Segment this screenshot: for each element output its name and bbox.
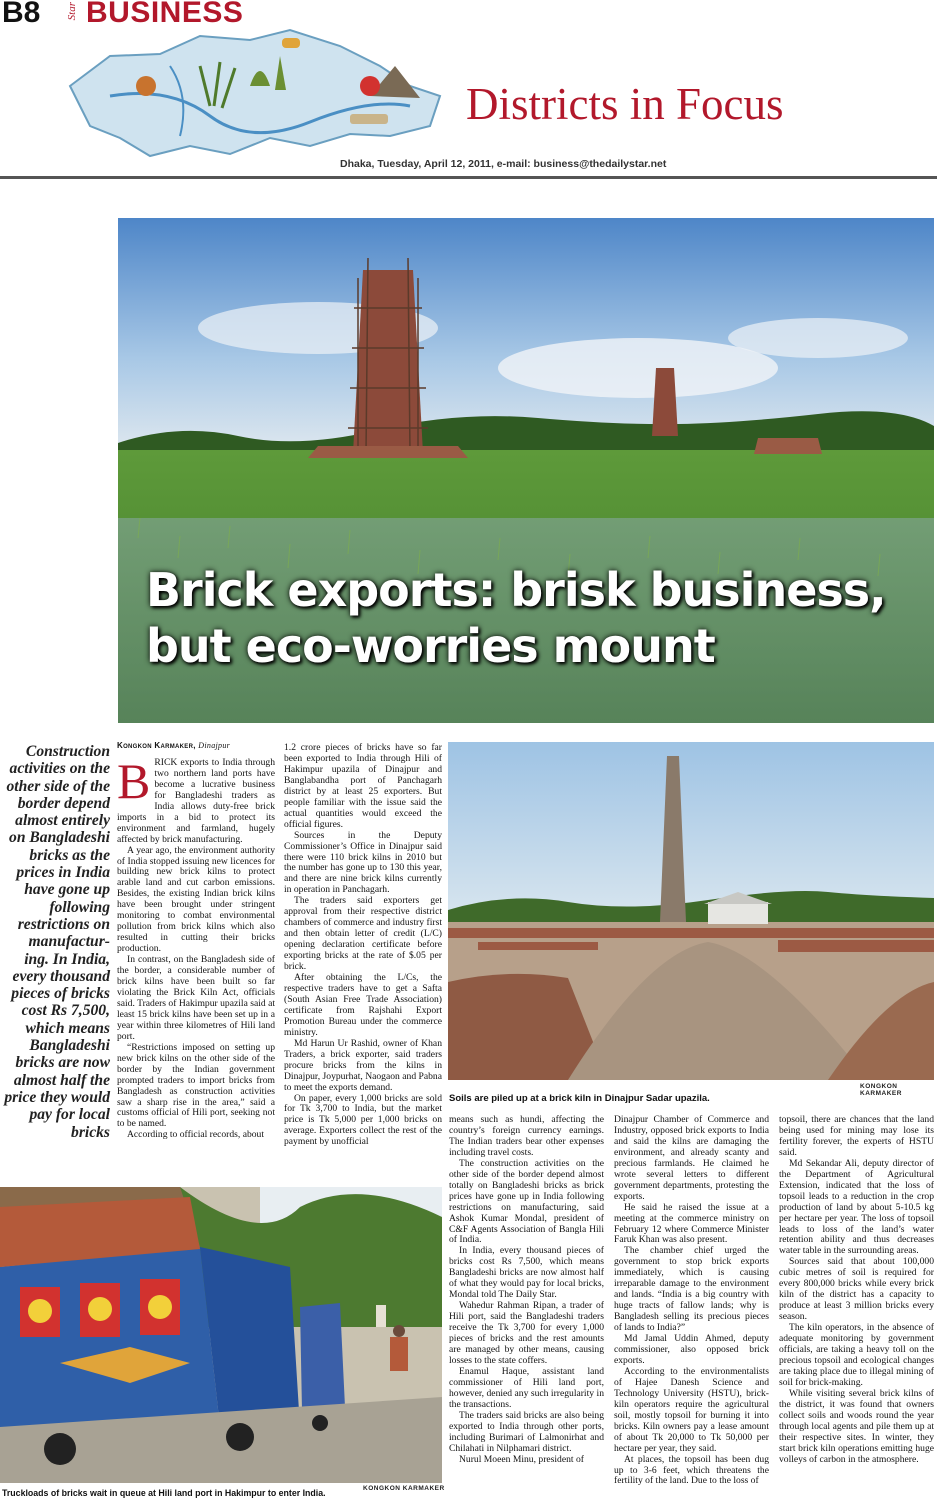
paragraph: Sources in the Deputy Commissioner’s Office in Dinajpur said there were 110 brick kilns in 2010 but the number has gone up to 130 this year, and there are nine brick kilns currently in operation in Panchagarh. <box>284 829 442 896</box>
paragraph: A year ago, the environment authority of India stopped issuing new licences for building new brick kilns to protect arable land and cut carbon emissions. Besides, the existing Indian brick kilns have been brought under stringent monitoring to combat environmental pollution from brick kilns which also resulted in cutting their bricks production. <box>117 844 275 955</box>
paragraph: “Restrictions imposed on setting up new brick kilns on the other side of the border by the Indian government prompted traders to import bricks from Bangladesh as construction activities saw a sharp rise in the area,” said a customs official of Hili port, seeking not to be named. <box>117 1041 275 1130</box>
paragraph: He said he raised the issue at a meeting at the commerce ministry on February 12 where Commerce Minister Faruk Khan was also present. <box>614 1201 769 1246</box>
paragraph: According to the environmentalists of Hajee Danesh Science and Technology University (HSTU), brick-kiln operators require the agricultural soil, mostly topsoil for burning it into bricks. Kiln owners pay a lease amount of about Tk 20,000 to Tk 50,000 per hectare per year, they said. <box>614 1365 769 1454</box>
article-column-2 <box>284 743 442 1177</box>
masthead <box>0 0 937 182</box>
masthead-rule <box>0 176 937 179</box>
section-title: BUSINESS <box>86 0 244 29</box>
photo-brick-kiln-chimney <box>448 742 934 1080</box>
paragraph: Nurul Moeen Minu, president of <box>459 1453 584 1465</box>
paragraph: At places, the topsoil has been dug up to 3-6 feet, which threatens the fertility of the land. Due to the loss of <box>614 1453 769 1487</box>
paragraph: Enamul Haque, assistant land commissioner of Hili land port, however, denied any such irregularity in the transactions. <box>449 1365 604 1410</box>
photo2-caption: Soils are piled up at a brick kiln in Dinajpur Sadar upazila. <box>449 1093 710 1104</box>
pull-quote: Construction activities on the other side of the border depend almost entirely on Bangladeshi bricks as the prices in India have gone up following restrictions on manufactur-ing. In India, every thousand pieces of bricks cost Rs 7,500, which means Bangladeshi bricks are now almost half the price they would pay for local bricks <box>4 743 110 1141</box>
paragraph: After obtaining the L/Cs, the respective traders have to get a Safta (South Asian Free Trade Association) certificate from Rajshahi Export Promotion Bureau under the commerce ministry. <box>284 972 442 1038</box>
paragraph: According to official records, about <box>127 1129 265 1141</box>
paragraph: The construction activities on the other side of the border depend almost totally on Bangladeshi bricks as brick prices have gone up in India following restrictions on manufacturing, said Ashok Kumar Mondal, president of C&F Agents Association of Bangla Hili of India. <box>449 1157 604 1246</box>
focus-title: Districts in Focus <box>466 79 784 129</box>
byline-name: Kongkon Karmaker, <box>117 741 196 750</box>
article-headline <box>146 562 926 674</box>
paragraph: Sources said that about 100,000 cubic metres of soil is required for every 800,000 bricks while every brick kiln of the district has a capacity to produce at least 3 million bricks every season. <box>779 1256 934 1323</box>
byline-place: Dinajpur <box>198 741 231 750</box>
photo-brick-trucks-queue <box>0 1187 442 1483</box>
article-column-1 <box>117 741 275 1177</box>
paragraph: In India, every thousand pieces of bricks cost Rs 7,500, which means Bangladeshi bricks are now almost half of what they would pay for local bricks, Mondal told The Daily Star. <box>449 1245 604 1301</box>
paragraph: Dinajpur Chamber of Commerce and Industry, opposed brick exports to India and said the kilns are damaging the environment, and already scanty and precious farmlands. He claimed he wrote several letters to different government departments, protesting the exports. <box>614 1115 769 1202</box>
article-column-4 <box>614 1115 769 1497</box>
paragraph: topsoil, there are chances that the land being used for mining may lose its fertility forever, the experts of HSTU said. <box>779 1115 934 1158</box>
paragraph: means such as hundi, affecting the country’s foreign currency earnings. The Indian traders bear other expenses including travel costs. <box>449 1115 604 1158</box>
photo3-credit: KONGKON KARMAKER <box>363 1485 445 1492</box>
paragraph: Wahedur Rahman Ripan, a trader of Hili port, said the Bangladeshi traders receive the Tk 3,700 for every 1,000 pieces of bricks and the rest amounts are managed by other means, causing losses to the state coffers. <box>449 1300 604 1366</box>
byline <box>117 741 275 752</box>
headline-line-2: but eco-worries mount <box>146 619 715 673</box>
paragraph: Md Jamal Uddin Ahmed, deputy commissioner, also opposed brick exports. <box>614 1333 769 1366</box>
dateline: Dhaka, Tuesday, April 12, 2011, e-mail: business@thedailystar.net <box>340 158 667 170</box>
paragraph: The chamber chief urged the government to stop brick exports immediately, which is causing irreparable damage to the environment and lands. “India is a big country with huge tracts of fallow lands; why is Bangladesh selling its precious pieces of lands to India?” <box>614 1245 769 1334</box>
paragraph: 1.2 crore pieces of bricks have so far been exported to India through Hili of Hakimpur upazila of Dinajpur and Banglabandha port of Panchagarh district by at least 25 exporters. But people familiar with the issue said the actual quantities would exceed the official figures. <box>284 743 442 830</box>
paragraph: On paper, every 1,000 bricks are sold for Tk 3,700 to India, but the market price is Tk 5,000 per 1,000 bricks on average. Exporters collect the rest of the payment by unofficial <box>284 1092 442 1148</box>
district-map-illustration <box>50 26 450 166</box>
article-column-3 <box>449 1115 604 1497</box>
paragraph: The traders said exporters get approval from their respective district chambers of commerce and industry first and then obtain letter of credit (L/C) opening declaration certificate before exporting bricks at the rate of $.05 per brick. <box>284 895 442 973</box>
paragraph: While visiting several brick kilns of the district, it was found that owners collect soils and woods round the year through local agents and pile them up at their respective sites. In winter, they start brick kiln operations emitting huge volleys of carbon in the atmosphere. <box>779 1387 934 1465</box>
paragraph: Md Sekandar Ali, deputy director of the Department of Agricultural Extension, indicated that the loss of topsoil leads to a reduction in the crop production of land by about 5-10.5 kg per hectare per year. The loss of topsoil leads to loss of the land’s water retention ability and thus decreases water table in the surrounding areas. <box>779 1157 934 1257</box>
star-logo: Star <box>66 2 78 21</box>
paragraph: The kiln operators, in the absence of adequate monitoring by government officials, are taking a heavy toll on the precious topsoil and ecological changes are taking place due to illegal mining of soil for brick-making. <box>779 1322 934 1388</box>
paragraph: The traders said bricks are also being exported to India through other ports, including Burimari of Lalmonirhat and Chilahati in Nilphamari district. <box>449 1409 604 1454</box>
paragraph: RICK exports to India through two northern land ports have become a lucrative business for Bangladeshi traders as India allows duty-free brick imports in a bid to protect its environment and farmland, hugely affected by brick manufacturing. <box>117 756 275 845</box>
page-number: B8 <box>2 0 41 29</box>
photo3-caption: Truckloads of bricks wait in queue at Hili land port in Hakimpur to enter India. <box>2 1488 326 1498</box>
headline-line-1: Brick exports: brisk business, <box>146 563 886 617</box>
paragraph: In contrast, on the Bangladesh side of the border, a considerable number of brick kilns have been built so far violating the Brick Kiln Act, officials said. Traders of Hakimpur upazila said at least 15 brick kilns have been set up in a year within three kilometres of Hili land port. <box>117 954 275 1042</box>
drop-cap: B <box>117 752 151 809</box>
photo2-credit: KONGKON KARMAKER <box>860 1083 902 1097</box>
paragraph: Md Harun Ur Rashid, owner of Khan Traders, a brick exporter, said traders procure bricks from the kilns in Dinajpur, Joypurhat, Naogaon and Pabna to meet the exports demand. <box>284 1037 442 1093</box>
article-column-5 <box>779 1115 934 1497</box>
